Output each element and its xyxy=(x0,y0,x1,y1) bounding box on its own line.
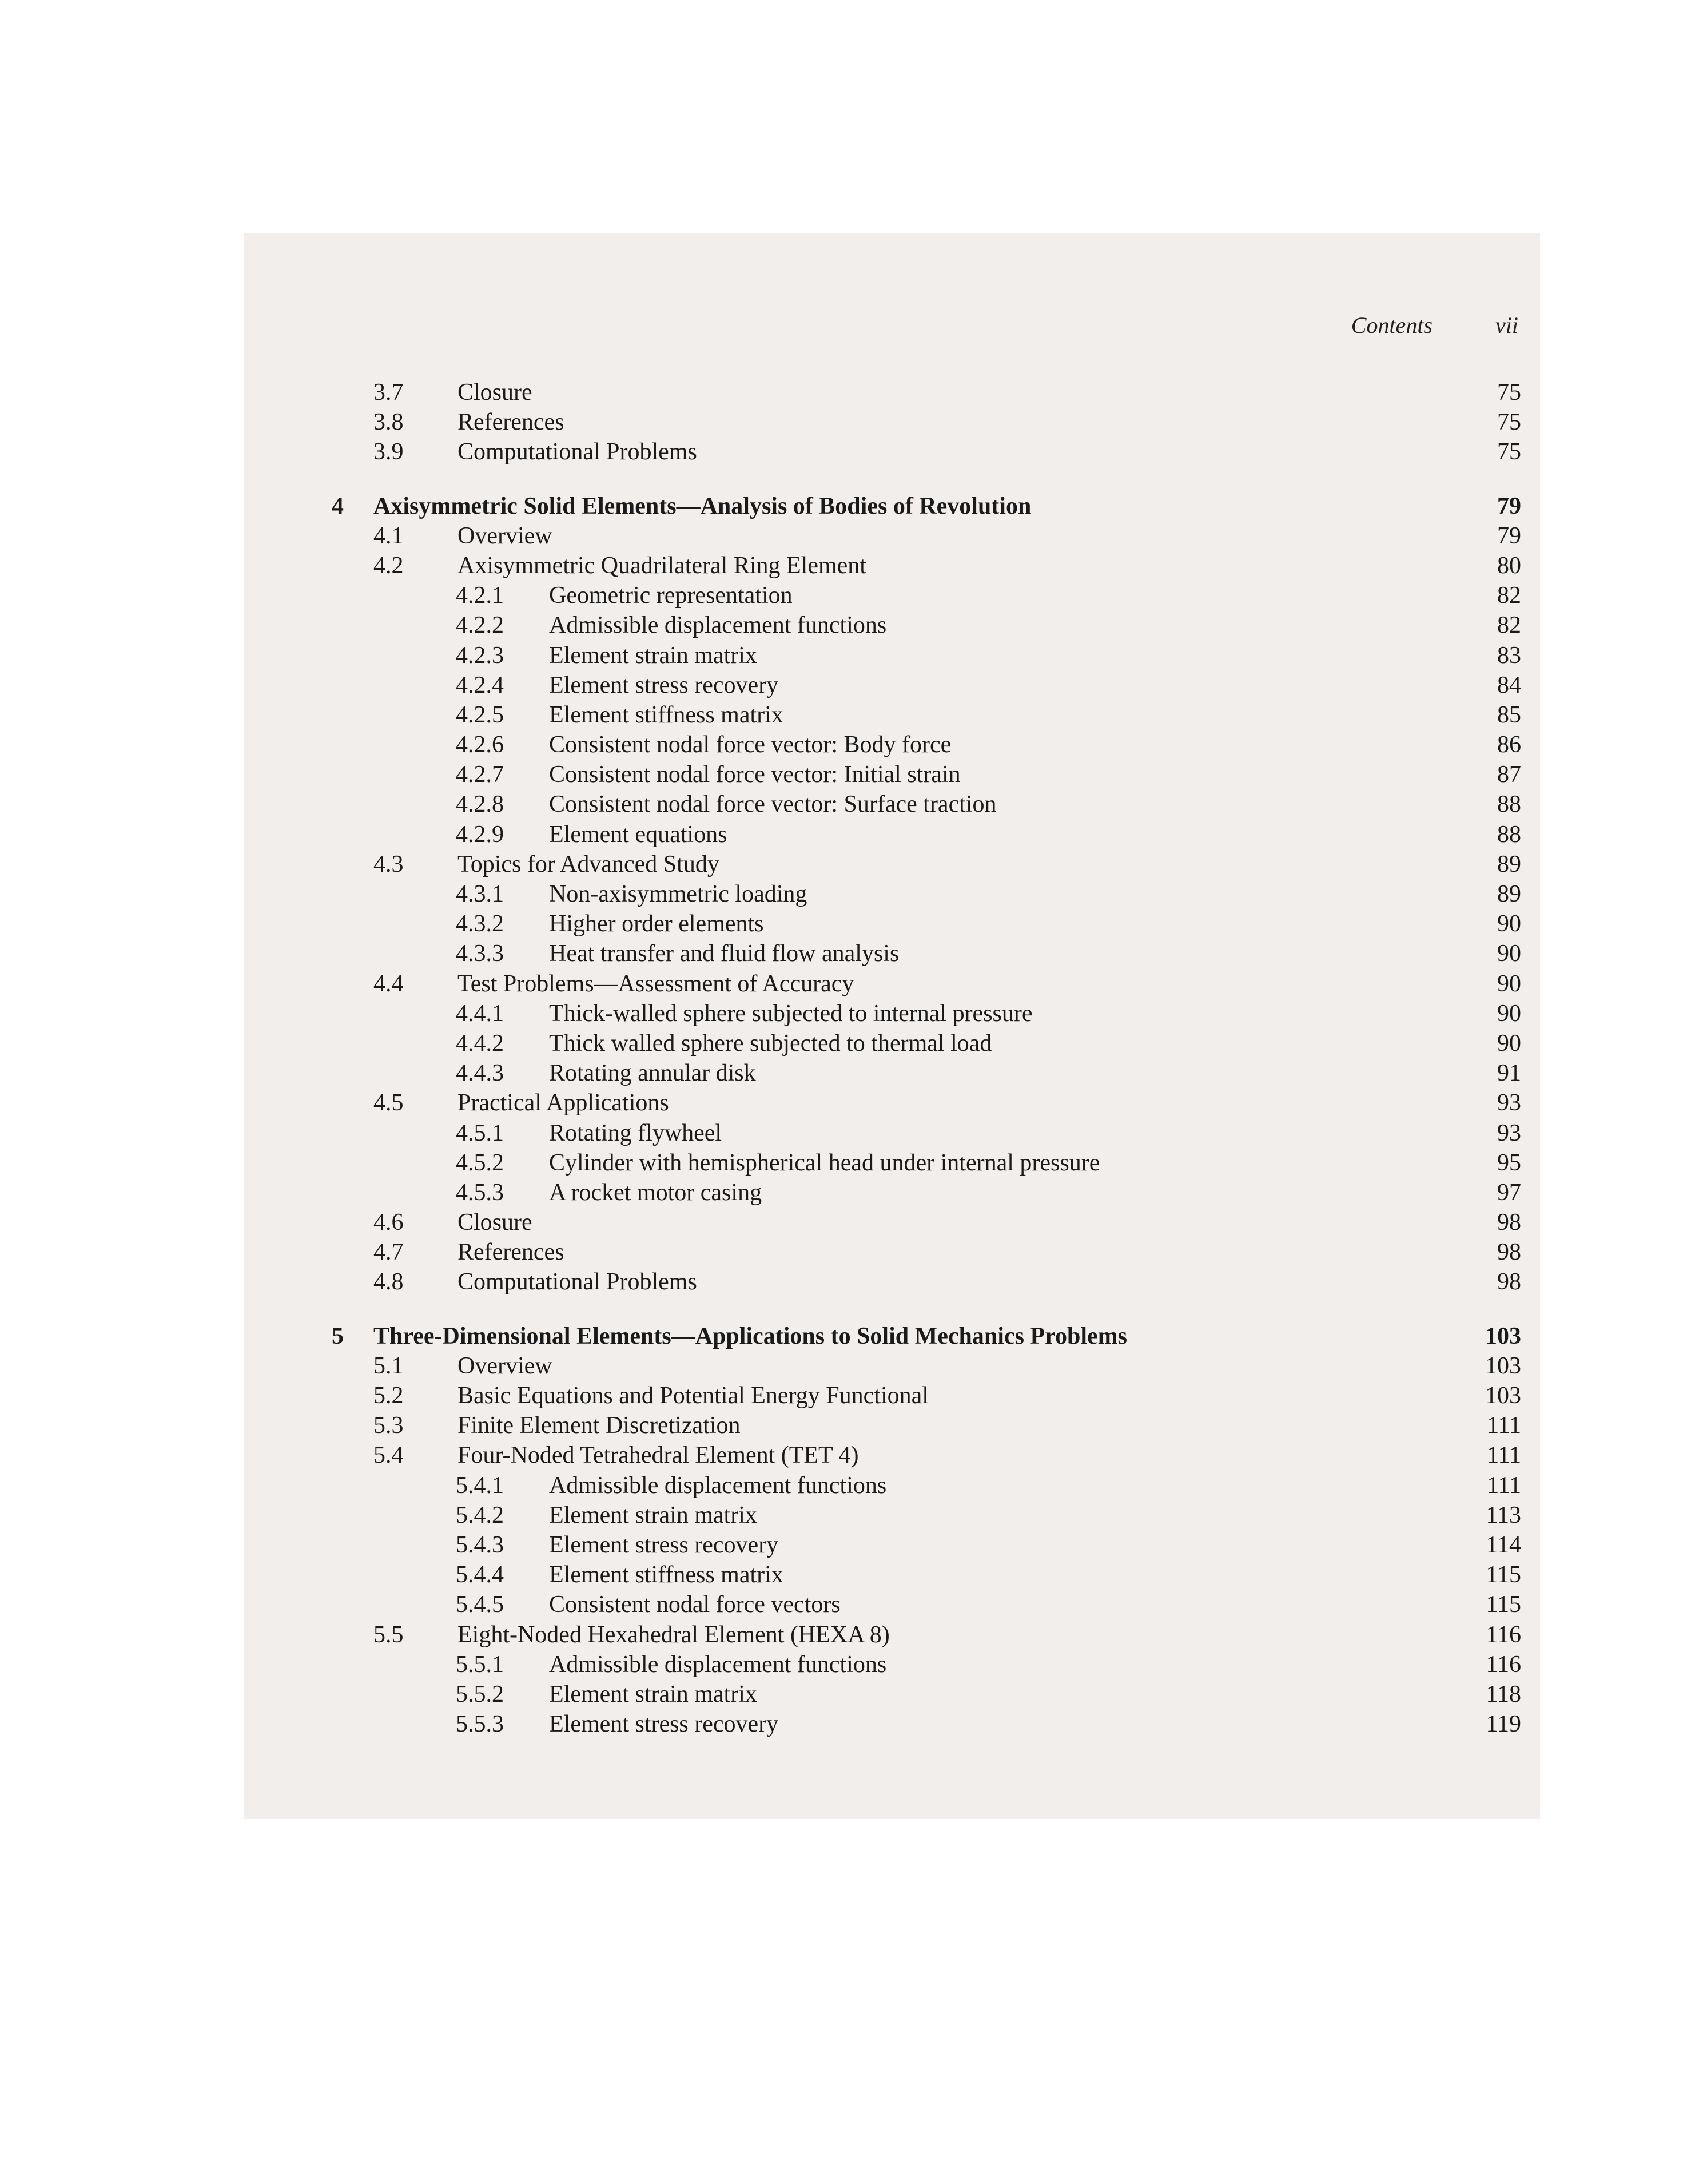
entry-title: Overview xyxy=(457,1352,552,1379)
toc-entry-subsection xyxy=(320,1471,1521,1500)
toc-entry-subsection xyxy=(320,1709,1521,1739)
entry-page: 75 xyxy=(1497,409,1521,436)
entry-page: 88 xyxy=(1497,791,1521,818)
toc-entry-section xyxy=(320,378,1521,407)
entry-page: 89 xyxy=(1497,851,1521,877)
table-of-contents xyxy=(320,378,1521,1739)
entry-number: 5 xyxy=(332,1323,344,1349)
entry-page: 75 xyxy=(1497,379,1521,406)
entry-number: 4.2.5 xyxy=(456,701,504,728)
entry-number: 5.4.3 xyxy=(456,1531,504,1558)
toc-entry-subsection xyxy=(320,1530,1521,1560)
entry-page: 111 xyxy=(1487,1412,1521,1439)
entry-page: 111 xyxy=(1487,1472,1521,1499)
entry-title: Element equations xyxy=(549,821,727,848)
toc-entry-subsection xyxy=(320,1650,1521,1679)
entry-number: 4.1 xyxy=(373,522,404,549)
entry-title: Cylinder with hemispherical head under internal pressure xyxy=(549,1149,1100,1176)
toc-entry-section xyxy=(320,407,1521,437)
entry-title: Test Problems—Assessment of Accuracy xyxy=(457,970,854,997)
toc-entry-section xyxy=(320,1088,1521,1118)
entry-page: 116 xyxy=(1486,1651,1521,1678)
toc-entry-subsection xyxy=(320,1029,1521,1058)
entry-number: 4.4.2 xyxy=(456,1030,504,1057)
entry-title: Three-Dimensional Elements—Applications to Solid Mechanics Problems xyxy=(373,1323,1127,1349)
entry-page: 98 xyxy=(1497,1239,1521,1266)
entry-number: 5.4 xyxy=(373,1442,404,1469)
entry-page: 113 xyxy=(1486,1502,1521,1528)
toc-entry-section xyxy=(320,1381,1521,1411)
toc-entry-subsection xyxy=(320,1058,1521,1088)
entry-number: 4.2.4 xyxy=(456,672,504,698)
toc-entry-section xyxy=(320,849,1521,879)
toc-entry-subsection xyxy=(320,1118,1521,1148)
entry-number: 4.2.8 xyxy=(456,791,504,818)
entry-number: 5.4.4 xyxy=(456,1562,504,1589)
toc-entry-section xyxy=(320,1620,1521,1650)
toc-entry-subsection xyxy=(320,700,1521,730)
entry-number: 5.5.2 xyxy=(456,1681,504,1708)
entry-page: 84 xyxy=(1497,672,1521,698)
running-title: Contents xyxy=(1351,312,1433,338)
entry-page: 93 xyxy=(1497,1119,1521,1146)
entry-page: 111 xyxy=(1487,1442,1521,1469)
entry-page: 98 xyxy=(1497,1269,1521,1296)
entry-page: 103 xyxy=(1485,1352,1521,1379)
entry-page: 90 xyxy=(1497,970,1521,997)
entry-title: Element strain matrix xyxy=(549,1681,757,1708)
entry-number: 4.2.1 xyxy=(456,582,504,609)
entry-page: 116 xyxy=(1486,1621,1521,1648)
entry-page: 114 xyxy=(1486,1531,1521,1558)
entry-page: 118 xyxy=(1486,1681,1521,1708)
entry-page: 103 xyxy=(1485,1323,1521,1349)
entry-title: Consistent nodal force vectors xyxy=(549,1591,841,1618)
entry-title: Element stress recovery xyxy=(549,1531,779,1558)
entry-page: 93 xyxy=(1497,1090,1521,1117)
entry-number: 3.7 xyxy=(373,379,404,406)
entry-number: 5.1 xyxy=(373,1352,404,1379)
toc-entry-subsection xyxy=(320,1178,1521,1208)
entry-title: Overview xyxy=(457,522,552,549)
toc-entry-subsection xyxy=(320,581,1521,610)
entry-page: 79 xyxy=(1497,522,1521,549)
toc-entry-subsection xyxy=(320,820,1521,849)
entry-title: Basic Equations and Potential Energy Functional xyxy=(457,1383,929,1409)
entry-page: 95 xyxy=(1497,1149,1521,1176)
toc-entry-subsection xyxy=(320,760,1521,789)
entry-page: 82 xyxy=(1497,582,1521,609)
entry-number: 4.6 xyxy=(373,1209,404,1236)
entry-title: A rocket motor casing xyxy=(549,1179,762,1206)
entry-number: 4.2.9 xyxy=(456,821,504,848)
entry-number: 4.4.1 xyxy=(456,1000,504,1027)
entry-title: Admissible displacement functions xyxy=(549,1651,887,1678)
entry-title: Rotating flywheel xyxy=(549,1119,722,1146)
toc-entry-subsection xyxy=(320,1679,1521,1709)
toc-entry-subsection xyxy=(320,610,1521,640)
entry-page: 85 xyxy=(1497,701,1521,728)
toc-entry-subsection xyxy=(320,641,1521,670)
page-number: vii xyxy=(1495,312,1518,338)
entry-title: Four-Noded Tetrahedral Element (TET 4) xyxy=(457,1442,859,1469)
entry-title: Axisymmetric Solid Elements—Analysis of Bodies of Revolution xyxy=(373,493,1032,519)
entry-page: 83 xyxy=(1497,642,1521,669)
entry-title: Practical Applications xyxy=(457,1090,669,1117)
entry-number: 4.5.3 xyxy=(456,1179,504,1206)
toc-entry-subsection xyxy=(320,1148,1521,1178)
entry-title: Admissible displacement functions xyxy=(549,1472,887,1499)
entry-number: 4.4.3 xyxy=(456,1060,504,1087)
entry-page: 86 xyxy=(1497,732,1521,759)
entry-title: Geometric representation xyxy=(549,582,793,609)
entry-number: 4.3.3 xyxy=(456,940,504,967)
entry-number: 4.2.7 xyxy=(456,761,504,788)
entry-number: 5.2 xyxy=(373,1383,404,1409)
entry-page: 89 xyxy=(1497,881,1521,907)
entry-number: 5.3 xyxy=(373,1412,404,1439)
entry-page: 103 xyxy=(1485,1383,1521,1409)
entry-title: Closure xyxy=(457,1209,532,1236)
toc-entry-chapter xyxy=(320,1321,1521,1351)
entry-title: Axisymmetric Quadrilateral Ring Element xyxy=(457,552,866,579)
toc-entry-subsection xyxy=(320,1590,1521,1619)
entry-number: 5.4.5 xyxy=(456,1591,504,1618)
entry-page: 90 xyxy=(1497,1000,1521,1027)
entry-title: Element stress recovery xyxy=(549,1711,779,1738)
entry-number: 5.4.1 xyxy=(456,1472,504,1499)
entry-title: References xyxy=(457,409,564,436)
toc-entry-chapter xyxy=(320,491,1521,521)
toc-entry-section xyxy=(320,1351,1521,1381)
entry-number: 4.3.2 xyxy=(456,911,504,938)
entry-number: 5.5 xyxy=(373,1621,404,1648)
entry-number: 4.8 xyxy=(373,1269,404,1296)
toc-entry-section xyxy=(320,1267,1521,1297)
entry-page: 88 xyxy=(1497,821,1521,848)
entry-number: 4.2.6 xyxy=(456,732,504,759)
toc-entry-section xyxy=(320,437,1521,467)
toc-entry-section xyxy=(320,521,1521,551)
entry-title: Higher order elements xyxy=(549,911,764,938)
entry-number: 4.2 xyxy=(373,552,404,579)
toc-entry-subsection xyxy=(320,999,1521,1029)
entry-page: 97 xyxy=(1497,1179,1521,1206)
entry-title: Element stiffness matrix xyxy=(549,1562,783,1589)
entry-page: 82 xyxy=(1497,612,1521,639)
entry-title: Topics for Advanced Study xyxy=(457,851,719,877)
entry-title: Finite Element Discretization xyxy=(457,1412,741,1439)
entry-page: 75 xyxy=(1497,439,1521,466)
entry-title: References xyxy=(457,1239,564,1266)
entry-number: 4.4 xyxy=(373,970,404,997)
entry-page: 87 xyxy=(1497,761,1521,788)
toc-entry-subsection xyxy=(320,670,1521,700)
entry-title: Computational Problems xyxy=(457,1269,697,1296)
entry-page: 119 xyxy=(1486,1711,1521,1738)
toc-entry-section xyxy=(320,1440,1521,1470)
toc-entry-subsection xyxy=(320,909,1521,939)
entry-number: 5.4.2 xyxy=(456,1502,504,1528)
entry-number: 4.5.1 xyxy=(456,1119,504,1146)
entry-title: Rotating annular disk xyxy=(549,1060,756,1087)
entry-page: 90 xyxy=(1497,1030,1521,1057)
entry-number: 4.5.2 xyxy=(456,1149,504,1176)
toc-entry-subsection xyxy=(320,1500,1521,1530)
entry-number: 4.2.3 xyxy=(456,642,504,669)
toc-entry-section xyxy=(320,1411,1521,1440)
entry-number: 4.3 xyxy=(373,851,404,877)
entry-number: 4.3.1 xyxy=(456,881,504,907)
toc-entry-section xyxy=(320,551,1521,581)
entry-title: Admissible displacement functions xyxy=(549,612,887,639)
entry-title: Element stress recovery xyxy=(549,672,779,698)
toc-entry-section xyxy=(320,1237,1521,1267)
entry-page: 90 xyxy=(1497,940,1521,967)
entry-title: Computational Problems xyxy=(457,439,697,466)
entry-title: Element strain matrix xyxy=(549,1502,757,1528)
entry-title: Heat transfer and fluid flow analysis xyxy=(549,940,900,967)
toc-entry-subsection xyxy=(320,789,1521,819)
entry-page: 80 xyxy=(1497,552,1521,579)
entry-number: 3.8 xyxy=(373,409,404,436)
entry-page: 91 xyxy=(1497,1060,1521,1087)
toc-entry-subsection xyxy=(320,730,1521,760)
entry-title: Eight-Noded Hexahedral Element (HEXA 8) xyxy=(457,1621,890,1648)
entry-number: 4 xyxy=(332,493,344,519)
entry-number: 5.5.1 xyxy=(456,1651,504,1678)
toc-entry-subsection xyxy=(320,939,1521,968)
running-header xyxy=(1351,312,1518,339)
entry-title: Thick walled sphere subjected to thermal load xyxy=(549,1030,992,1057)
entry-page: 115 xyxy=(1486,1591,1521,1618)
entry-number: 5.5.3 xyxy=(456,1711,504,1738)
entry-title: Element stiffness matrix xyxy=(549,701,783,728)
toc-entry-section xyxy=(320,1208,1521,1237)
entry-page: 79 xyxy=(1497,493,1521,519)
entry-title: Consistent nodal force vector: Initial strain xyxy=(549,761,961,788)
entry-page: 90 xyxy=(1497,911,1521,938)
entry-title: Non-axisymmetric loading xyxy=(549,881,807,907)
entry-number: 3.9 xyxy=(373,439,404,466)
toc-entry-subsection xyxy=(320,1560,1521,1590)
entry-number: 4.7 xyxy=(373,1239,404,1266)
entry-title: Element strain matrix xyxy=(549,642,757,669)
entry-number: 4.2.2 xyxy=(456,612,504,639)
entry-page: 98 xyxy=(1497,1209,1521,1236)
entry-number: 4.5 xyxy=(373,1090,404,1117)
entry-title: Closure xyxy=(457,379,532,406)
entry-page: 115 xyxy=(1486,1562,1521,1589)
toc-entry-section xyxy=(320,969,1521,999)
toc-entry-subsection xyxy=(320,879,1521,909)
entry-title: Consistent nodal force vector: Surface traction xyxy=(549,791,997,818)
entry-title: Thick-walled sphere subjected to internal pressure xyxy=(549,1000,1033,1027)
entry-title: Consistent nodal force vector: Body force xyxy=(549,732,952,759)
